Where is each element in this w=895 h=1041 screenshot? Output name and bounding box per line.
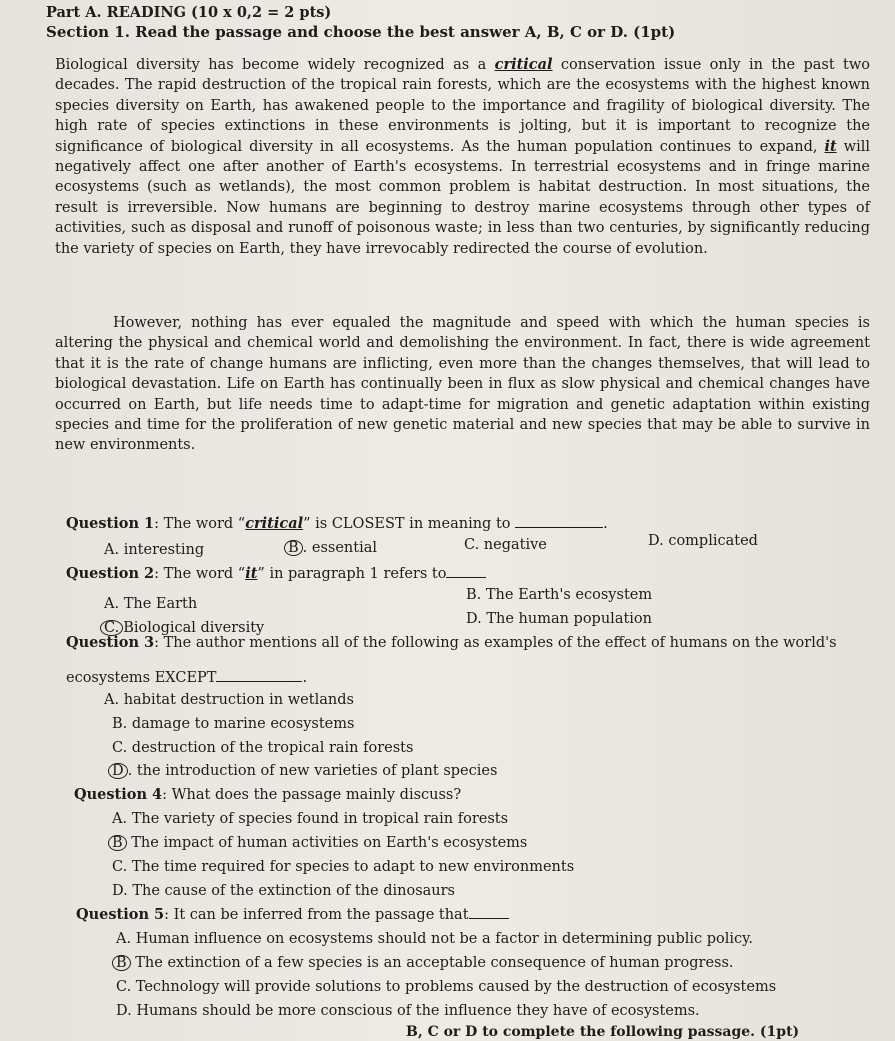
q5-option-b[interactable]: B The extinction of a few species is an acceptable consequence of human progress. [112,954,734,972]
q4-option-a[interactable]: A. The variety of species found in tropical rain forests [112,811,509,827]
question-5-stem: Question 5: It can be inferred from the passage that [76,906,509,924]
passage-paragraph-1: Biological diversity has become widely recognized as a critical conservation issue only in the past two decades. The rapid destruction of the tropical rain forests, which are the ecosystems with the highest known species diversity on Earth, has awakened people to the importance and fragility of biological diversity. The high rate of species extinctions in these environments is jolting, but it is important to recognize the significance of biological diversity in all ecosystems. As the human population continues to expand, it will negatively affect one after another of Earth's ecosystems. In terrestrial ecosystems and in fringe marine ecosystems (such as wetlands), the most common problem is habitat destruction. In most situations, the result is irreversible. Now humans are beginning to destroy marine ecosystems through other types of activities, such as disposal and runoff of poisonous waste; in less than two centuries, by significantly reducing the variety of species on Earth, they have irrevocably redirected the course of evolution. [55,56,871,257]
q2-option-a[interactable]: A. The Earth [104,596,198,612]
answer-circle: B [108,835,127,851]
q3-option-a[interactable]: A. habitat destruction in wetlands [104,692,354,708]
answer-circle: B [112,955,131,971]
highlighted-word-critical: critical [494,56,553,73]
q4-option-d[interactable]: D. The cause of the extinction of the dinosaurs [112,883,455,899]
q1-option-a[interactable]: A. interesting [104,542,205,558]
q5-option-c[interactable]: C. Technology will provide solutions to problems caused by the destruction of ecosystems [116,979,777,995]
answer-circle: D [108,763,128,779]
q3-option-c[interactable]: C. destruction of the tropical rain forests [112,740,414,756]
q1-option-d[interactable]: D. complicated [648,533,758,549]
q4-option-b[interactable]: B The impact of human activities on Earth's ecosystems [108,834,527,852]
q2-option-c[interactable]: C. Biological diversity [100,619,264,637]
q3-option-d[interactable]: D . the introduction of new varieties of plant species [108,762,497,780]
question-3-stem-line-2: ecosystems EXCEPT . [66,670,308,686]
answer-circle: C. [100,620,123,636]
q1-option-b[interactable]: B . essential [284,539,377,557]
highlighted-word-it: it [824,137,837,155]
q4-option-c[interactable]: C. The time required for species to adapt to new environments [112,859,575,875]
q2-option-b[interactable]: B. The Earth's ecosystem [466,587,653,603]
passage-paragraph-2: However, nothing has ever equaled the magnitude and speed with which the human species is altering the physical and chemical world and demolishing the environment. In fact, there is wide agreement that it is the rate of change humans are inflicting, even more than the changes themselves, that will lead to biological devastation. Life on Earth has continually been in flux as slow physical and chemical changes have occurred on Earth, but life needs time to adapt-time for migration and genetic adaptation within existing species and time for the proliferation of new genetic material and new species that may be able to survive in new environments. [55,315,870,454]
q3-option-b[interactable]: B. damage to marine ecosystems [112,716,355,732]
question-2-stem: Question 2: The word “it” in paragraph 1 refers to [66,565,486,583]
q5-option-a[interactable]: A. Human influence on ecosystems should not be a factor in determining public policy. [116,931,754,947]
question-4-stem: Question 4: What does the passage mainly discuss? [74,786,462,803]
next-section-cut-off: B, C or D to complete the following passage. (1pt) [406,1024,800,1040]
section-title: Section 1. Read the passage and choose the best answer A, B, C or D. (1pt) [46,23,676,41]
q5-option-d[interactable]: D. Humans should be more conscious of the influence they have of ecosystems. [116,1003,700,1019]
question-1-stem: Question 1: The word “critical” is CLOSEST in meaning to . [66,515,608,532]
question-3-stem: Question 3: The author mentions all of the following as examples of the effect of humans on the world's [66,634,837,651]
answer-circle: B [284,540,303,556]
q1-option-c[interactable]: C. negative [464,537,547,553]
part-title: Part A. READING (10 x 0,2 = 2 pts) [46,4,332,21]
q2-option-d[interactable]: D. The human population [466,611,652,627]
